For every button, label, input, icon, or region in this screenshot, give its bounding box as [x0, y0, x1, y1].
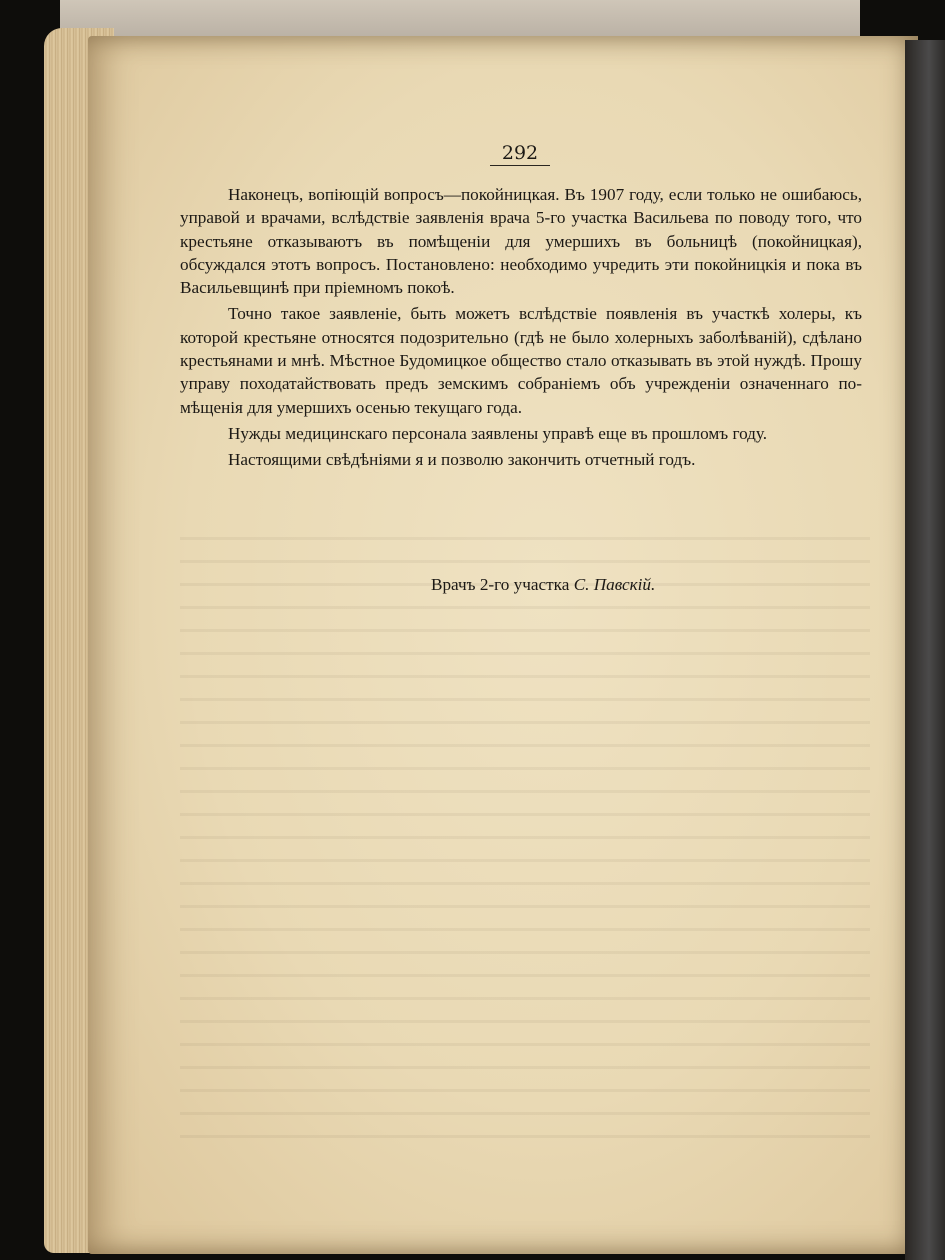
signature-name: С. Павскій.	[573, 575, 656, 594]
page-number: 292	[490, 142, 550, 166]
paragraph-cholera: Точно такое заявленіе, быть можетъ вслѣдствіе появленія въ участкѣ холеры, къ которой крестьяне относятся подозрительно (гдѣ не было холерныхъ заболѣваній), сдѣлано крестьянами и мнѣ. Мѣстное Будомицкое общество стало отказывать въ этой нуждѣ. Прошу управу походатайствовать предъ земскимъ собраніемъ объ учрежденіи означеннаго помѣщенія для умершихъ осенью текущаго года.	[180, 304, 862, 417]
paragraph-morgue: Наконецъ, вопіющій вопросъ—покойницкая. Въ 1907 году, если только не ошибаюсь, управой и врачами, вслѣдствіе заявленія врача 5-го участка Васильева по поводу того, что крестьяне отказываютъ въ помѣщеніи для умершихъ въ больницѣ (покойницкая), обсуждался этотъ вопросъ. Постановлено: необходимо учредить эти покойницкія и пока въ Васильевщинѣ при пріемномъ покоѣ.	[180, 185, 862, 298]
paragraph-staff-needs: Нужды медицинскаго персонала заявлены управѣ еще въ прошломъ году.	[228, 423, 768, 443]
paragraph-closing: Настоящими свѣдѣніями я и позволю закончить отчетный годъ.	[228, 450, 696, 470]
signature	[431, 575, 655, 595]
show-through-text	[180, 525, 870, 1145]
scan-background-right	[905, 40, 945, 1260]
signature-role: Врачъ 2-го участка	[431, 575, 570, 594]
scan-background-top	[60, 0, 860, 40]
body-text	[180, 183, 862, 472]
